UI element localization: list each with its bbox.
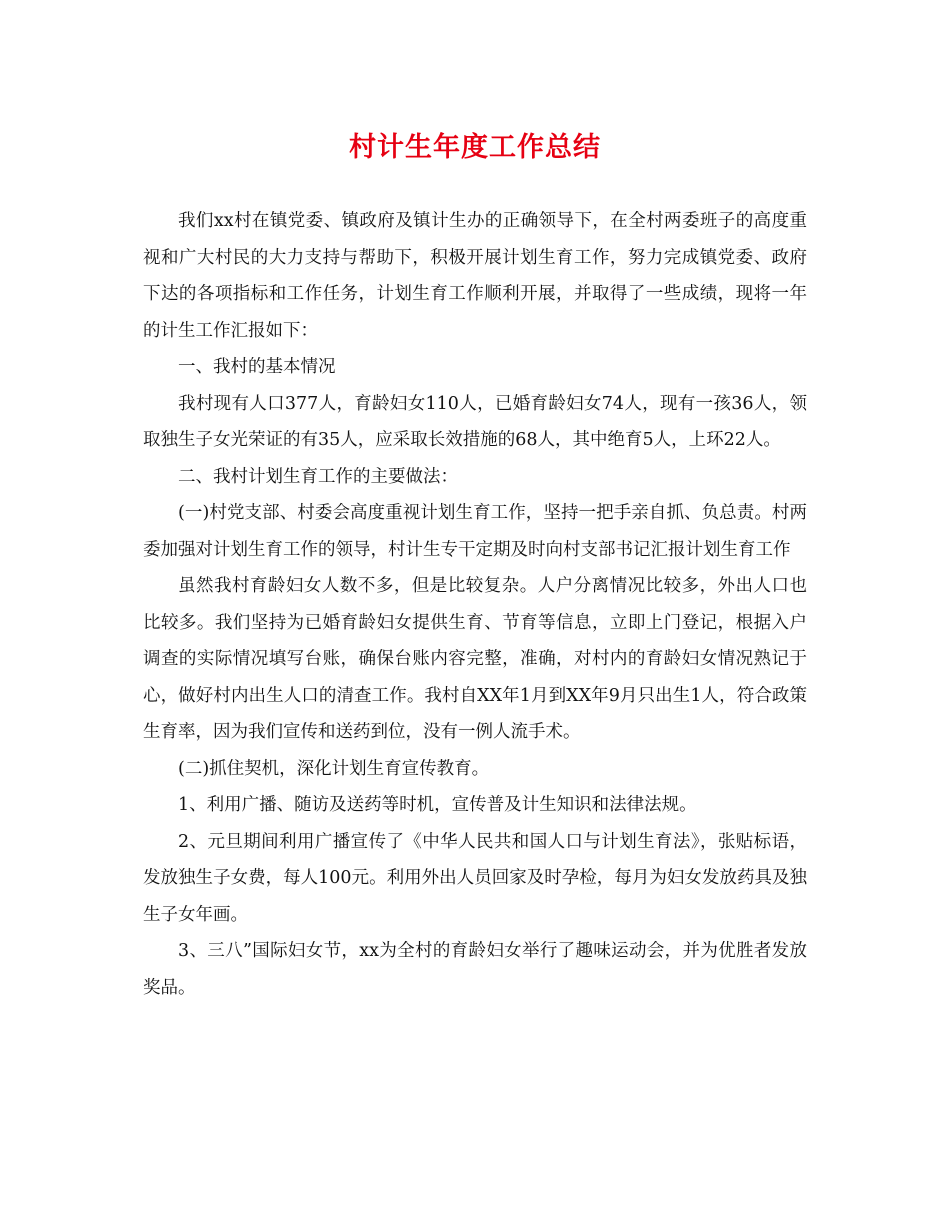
- paragraph-leadership: (一)村党支部、村委会高度重视计划生育工作，坚持一把手亲自抓、负总责。村两委加强对计划生育工作的领导，村计生专干定期及时向村支部书记汇报计划生育工作: [143, 503, 807, 560]
- section-heading-main-practices: 二、我村计划生育工作的主要做法：: [178, 466, 458, 487]
- subheading-publicity: (二)抓住契机，深化计划生育宣传教育。: [178, 758, 490, 779]
- paragraph-intro: 我们xx村在镇党委、镇政府及镇计生办的正确领导下，在全村两委班子的高度重视和广大村民的大力支持与帮助下，积极开展计划生育工作，努力完成镇党委、政府下达的各项指标和工作任务，计划生育工作顺利开展，并取得了一些成绩，现将一年的计生工作汇报如下：: [143, 211, 807, 341]
- list-item-3: 3、三八”国际妇女节，xx为全村的育龄妇女举行了趣味运动会，并为优胜者发放奖品。: [143, 941, 807, 998]
- paragraph-registration: 虽然我村育龄妇女人数不多，但是比较复杂。人户分离情况比较多，外出人口也比较多。我们坚持为已婚育龄妇女提供生育、节育等信息，立即上门登记，根据入户调查的实际情况填写台账，确保台账内容完整，准确，对村内的育龄妇女情况熟记于心，做好村内出生人口的清查工作。我村自XX年1月到XX年9月只出生1人，符合政策生育率，因为我们宣传和送药到位，没有一例人流手术。: [143, 576, 807, 742]
- paragraph-population: 我村现有人口377人，育龄妇女110人，已婚育龄妇女74人，现有一孩36人，领取独生子女光荣证的有35人，应采取长效措施的68人，其中绝育5人，上环22人。: [143, 393, 807, 450]
- document-title: 村计生年度工作总结: [349, 132, 601, 163]
- section-heading-basic-info: 一、我村的基本情况: [178, 357, 336, 377]
- document-body: [143, 203, 807, 1006]
- list-item-2: 2、元旦期间利用广播宣传了《中华人民共和国人口与计划生育法》，张贴标语，发放独生子女费，每人100元。利用外出人员回家及时孕检，每月为妇女发放药具及独生子女年画。: [143, 831, 807, 925]
- list-item-1: 1、利用广播、随访及送药等时机，宣传普及计生知识和法律法规。: [178, 795, 697, 815]
